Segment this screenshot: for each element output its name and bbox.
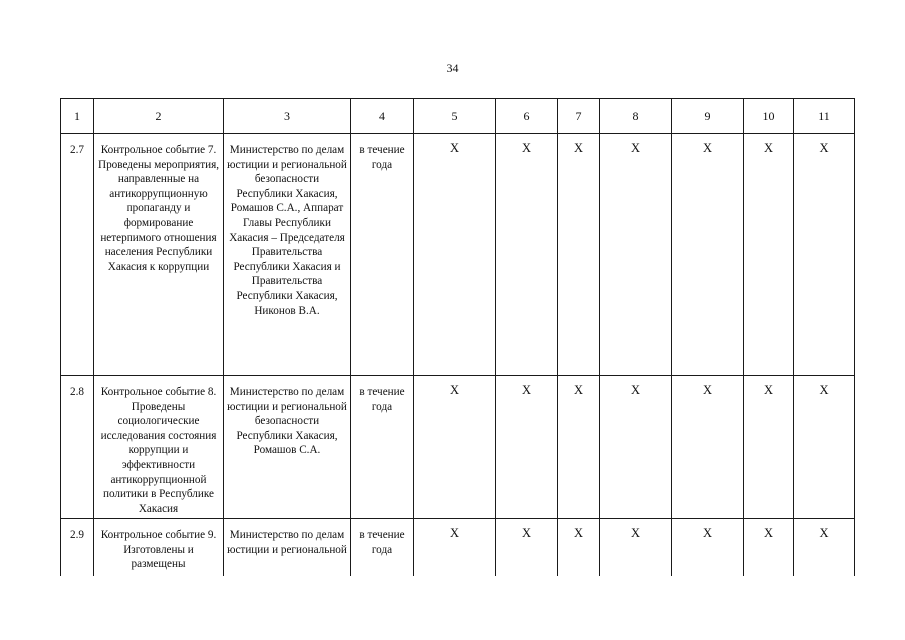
header-cell: 7 [558, 99, 600, 134]
header-cell: 2 [94, 99, 224, 134]
mark-cell: Х [744, 134, 794, 376]
event-description: Контрольное событие 7. Проведены мероприятия, направленные на антикоррупционную пропаганду и формирование нетерпимого отношения населения Республики Хакасия к коррупции [94, 134, 224, 376]
row-number: 2.9 [61, 519, 94, 577]
header-cell: 9 [672, 99, 744, 134]
mark-cell: Х [496, 519, 558, 577]
header-cell: 11 [794, 99, 855, 134]
mark-cell: Х [794, 376, 855, 519]
mark-cell: Х [600, 134, 672, 376]
header-cell: 6 [496, 99, 558, 134]
mark-cell: Х [496, 134, 558, 376]
responsible-executor: Министерство по делам юстиции и региональной [224, 519, 351, 577]
table-header-row [61, 99, 855, 134]
mark-cell: Х [744, 376, 794, 519]
events-table [60, 98, 855, 576]
mark-cell: Х [794, 134, 855, 376]
header-cell: 5 [414, 99, 496, 134]
header-cell: 8 [600, 99, 672, 134]
mark-cell: Х [558, 519, 600, 577]
header-cell: 10 [744, 99, 794, 134]
mark-cell: Х [414, 519, 496, 577]
implementation-period: в течение года [351, 134, 414, 376]
mark-cell: Х [414, 376, 496, 519]
mark-cell: Х [744, 519, 794, 577]
row-number: 2.7 [61, 134, 94, 376]
mark-cell: Х [558, 376, 600, 519]
header-cell: 4 [351, 99, 414, 134]
mark-cell: Х [672, 519, 744, 577]
header-cell: 3 [224, 99, 351, 134]
responsible-executor: Министерство по делам юстиции и региональной безопасности Республики Хакасия, Ромашов С.А. [224, 376, 351, 519]
implementation-period: в течение года [351, 519, 414, 577]
mark-cell: Х [600, 519, 672, 577]
mark-cell: Х [672, 376, 744, 519]
mark-cell: Х [794, 519, 855, 577]
responsible-executor: Министерство по делам юстиции и региональной безопасности Республики Хакасия, Ромашов С.А., Аппарат Главы Республики Хакасия – Председателя Правительства Республики Хакасия и Правительства Республики Хакасия, Никонов В.А. [224, 134, 351, 376]
event-description: Контрольное событие 8. Проведены социологические исследования состояния коррупции и эффективности антикоррупционной политики в Республике Хакасия [94, 376, 224, 519]
table-row [61, 376, 855, 519]
page-number: 34 [446, 61, 459, 75]
header-cell: 1 [61, 99, 94, 134]
row-number: 2.8 [61, 376, 94, 519]
mark-cell: Х [414, 134, 496, 376]
table-row [61, 519, 855, 577]
mark-cell: Х [496, 376, 558, 519]
mark-cell: Х [672, 134, 744, 376]
event-description: Контрольное событие 9. Изготовлены и размещены [94, 519, 224, 577]
table-row [61, 134, 855, 376]
implementation-period: в течение года [351, 376, 414, 519]
mark-cell: Х [558, 134, 600, 376]
mark-cell: Х [600, 376, 672, 519]
